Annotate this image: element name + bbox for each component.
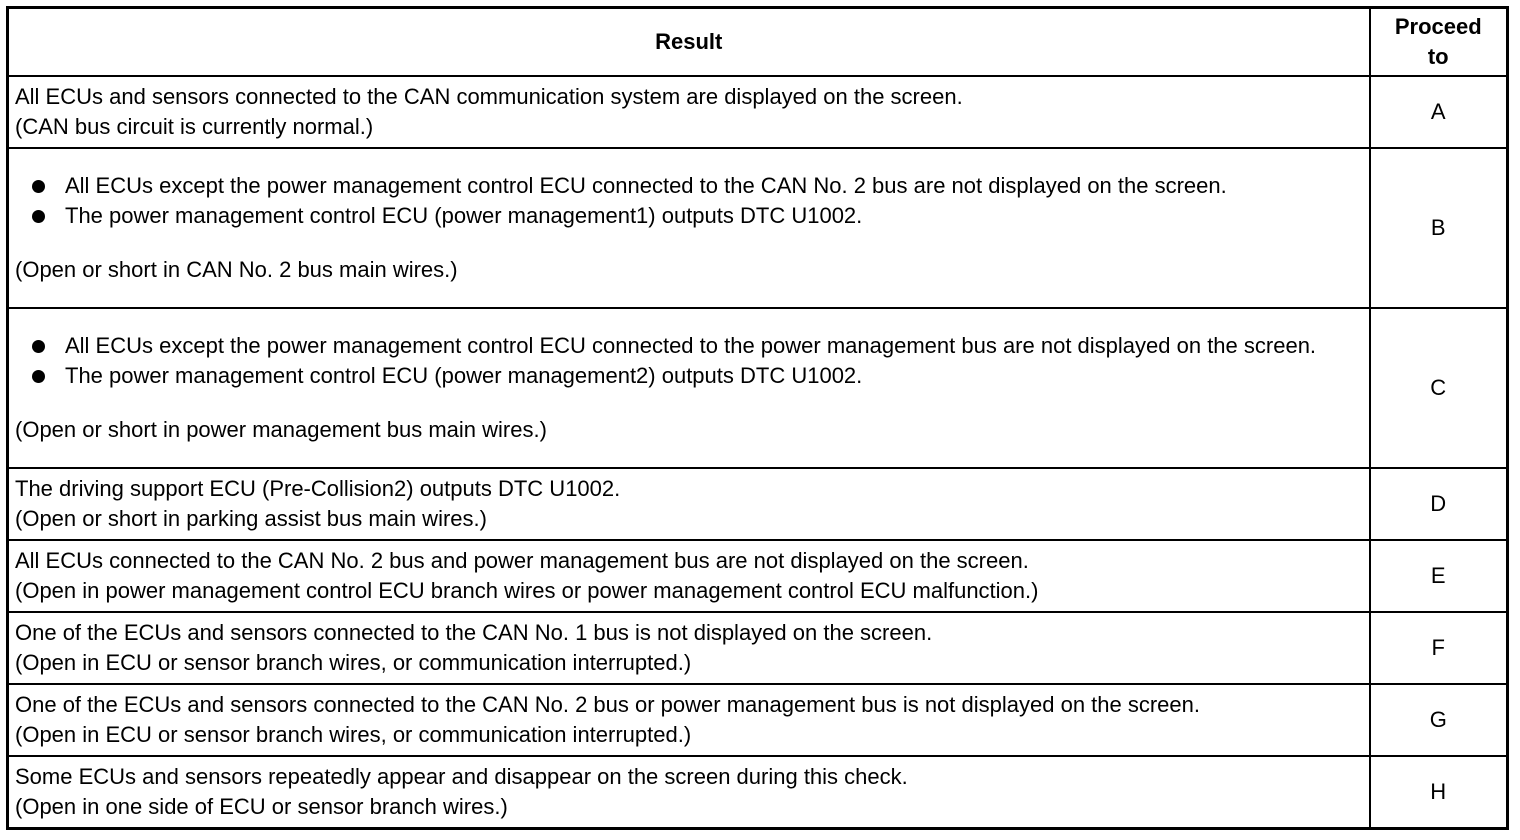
bullet-item — [15, 331, 1363, 361]
document-page — [6, 6, 1509, 830]
result-cell — [8, 468, 1370, 540]
bullet-text: All ECUs except the power management control ECU connected to the power management bus are not displayed on the screen. — [65, 333, 1317, 358]
result-cell — [8, 308, 1370, 468]
table-row — [8, 756, 1508, 828]
header-row — [8, 8, 1508, 77]
table-row — [8, 148, 1508, 308]
bullet-text: All ECUs except the power management control ECU connected to the CAN No. 2 bus are not displayed on the screen. — [65, 173, 1227, 198]
result-text: All ECUs connected to the CAN No. 2 bus and power management bus are not displayed on the screen. — [15, 548, 1029, 573]
table-row — [8, 540, 1508, 612]
proceed-header — [1370, 8, 1508, 77]
result-text: All ECUs and sensors connected to the CAN communication system are displayed on the screen. — [15, 84, 963, 109]
proceed-cell: A — [1370, 76, 1508, 148]
proceed-cell: C — [1370, 308, 1508, 468]
result-cell — [8, 148, 1370, 308]
proceed-cell: B — [1370, 148, 1508, 308]
result-note: (Open in power management control ECU branch wires or power management control ECU malfunction.) — [15, 578, 1039, 603]
table-row — [8, 308, 1508, 468]
result-header: Result — [8, 8, 1370, 77]
result-text: One of the ECUs and sensors connected to the CAN No. 1 bus is not displayed on the screen. — [15, 620, 933, 645]
result-note: (Open or short in CAN No. 2 bus main wires.) — [15, 257, 458, 282]
bullet-item — [15, 201, 1363, 231]
result-table — [6, 6, 1509, 830]
result-note: (Open in ECU or sensor branch wires, or communication interrupted.) — [15, 722, 692, 747]
proceed-cell: H — [1370, 756, 1508, 828]
bullet-list — [15, 331, 1363, 391]
result-text: Some ECUs and sensors repeatedly appear and disappear on the screen during this check. — [15, 763, 908, 789]
result-cell — [8, 756, 1370, 828]
result-cell — [8, 540, 1370, 612]
proceed-cell: F — [1370, 612, 1508, 684]
bullet-text: The power management control ECU (power management2) outputs DTC U1002. — [65, 363, 863, 388]
proceed-header-line2: to — [1427, 44, 1449, 69]
proceed-cell: G — [1370, 684, 1508, 756]
bullet-icon — [32, 340, 45, 353]
result-note: (Open or short in parking assist bus main wires.) — [15, 506, 487, 531]
bullet-item — [15, 361, 1363, 391]
result-cell — [8, 684, 1370, 756]
table-row — [8, 76, 1508, 148]
result-text: One of the ECUs and sensors connected to the CAN No. 2 bus or power management bus is not displayed on the screen. — [15, 692, 1201, 717]
bullet-icon — [32, 180, 45, 193]
result-text: The driving support ECU (Pre-Collision2) outputs DTC U1002. — [15, 476, 621, 501]
proceed-header-line1: Proceed — [1394, 14, 1482, 39]
result-note: (Open or short in power management bus main wires.) — [15, 417, 547, 442]
bullet-icon — [32, 370, 45, 383]
result-cell — [8, 76, 1370, 148]
result-note: (CAN bus circuit is currently normal.) — [15, 114, 374, 139]
table-row — [8, 612, 1508, 684]
bullet-list — [15, 171, 1363, 231]
proceed-cell: D — [1370, 468, 1508, 540]
table-row — [8, 684, 1508, 756]
result-note: (Open in one side of ECU or sensor branch wires.) — [15, 793, 508, 819]
result-cell — [8, 612, 1370, 684]
proceed-cell: E — [1370, 540, 1508, 612]
table-row — [8, 468, 1508, 540]
bullet-text: The power management control ECU (power management1) outputs DTC U1002. — [65, 203, 863, 228]
bullet-icon — [32, 210, 45, 223]
bullet-item — [15, 171, 1363, 201]
result-note: (Open in ECU or sensor branch wires, or communication interrupted.) — [15, 650, 692, 675]
